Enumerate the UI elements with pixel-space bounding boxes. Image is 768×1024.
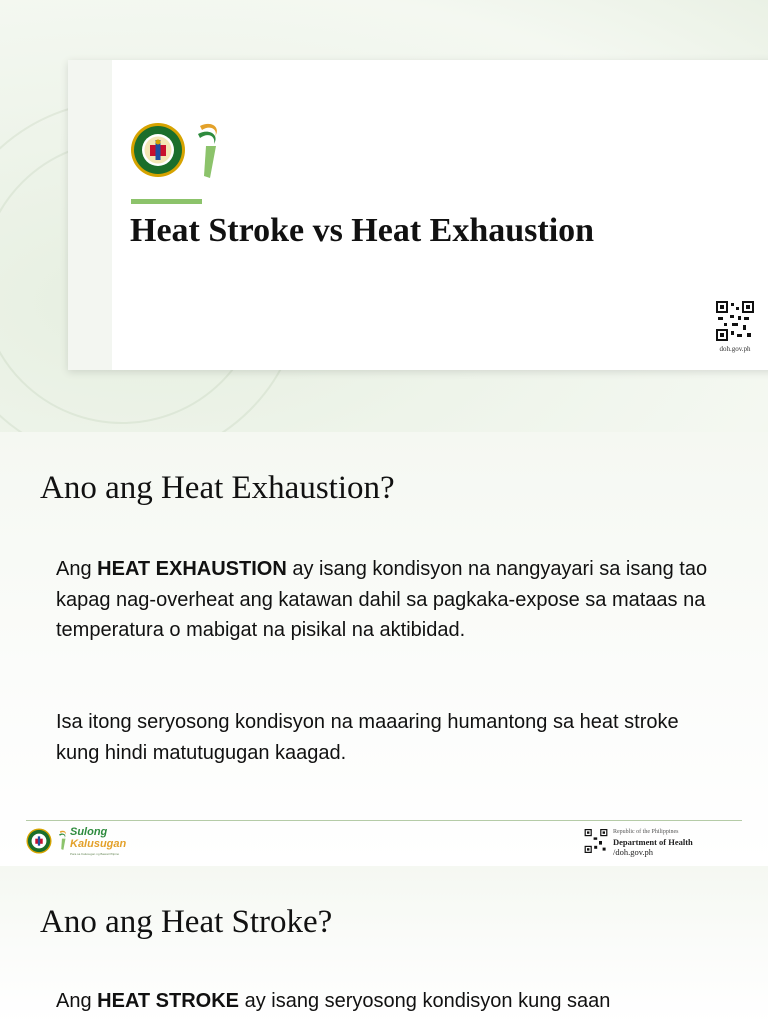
paragraph-body: ay isang kondisyon na nangyayari sa isang tao kapag nag-overheat ang katawan dahil sa pagkaka-expose sa mataas na temperatura o mabigat na pisikal na aktibidad. (56, 558, 708, 641)
title-card-band (68, 60, 112, 370)
doh-seal-logo-small (26, 828, 52, 854)
slide-title: Heat Stroke vs Heat Exhaustion (130, 212, 595, 249)
paragraph-body: ay isang seryosong kondisyon kung saan (239, 990, 611, 1012)
heat-exhaustion-slide (0, 432, 768, 866)
title-card (68, 60, 768, 370)
title-accent-rule (131, 199, 202, 204)
term-highlight: HEAT STROKE (97, 990, 240, 1012)
warning-paragraph: Isa itong seryosong kondisyon na maaaring humantong sa heat stroke kung hindi matutugugan kaagad. (56, 711, 679, 764)
footer-url: /doh.gov.ph (613, 847, 654, 857)
sulong-torch-icon (57, 827, 69, 853)
doh-seal-logo (130, 122, 186, 178)
paragraph-prefix: Ang (56, 990, 98, 1012)
term-highlight: HEAT EXHAUSTION (97, 558, 287, 580)
paragraph-prefix: Ang (56, 558, 98, 580)
brand-name-line2: Kalusugan (70, 838, 127, 850)
footer-republic-label: Republic of the Philippines (613, 829, 679, 835)
slide-heading: Ano ang Heat Exhaustion? (40, 470, 395, 506)
heat-stroke-slide (0, 866, 768, 1024)
qr-caption: doh.gov.ph (719, 345, 751, 353)
brand-name-line1: Sulong (70, 826, 108, 838)
definition-paragraph (56, 554, 716, 646)
footer-department-label: Department of Health (613, 837, 693, 847)
footer-divider (26, 820, 742, 821)
brand-tagline: Para sa Kalusugan ng Bawat Pilipino (70, 852, 120, 856)
sulong-kalusugan-torch-logo (192, 120, 226, 180)
definition-paragraph (56, 986, 716, 1017)
qr-code-icon (716, 301, 754, 341)
title-slide (0, 0, 768, 432)
footer-qr-code-icon (584, 829, 608, 853)
slide-heading: Ano ang Heat Stroke? (40, 904, 333, 940)
